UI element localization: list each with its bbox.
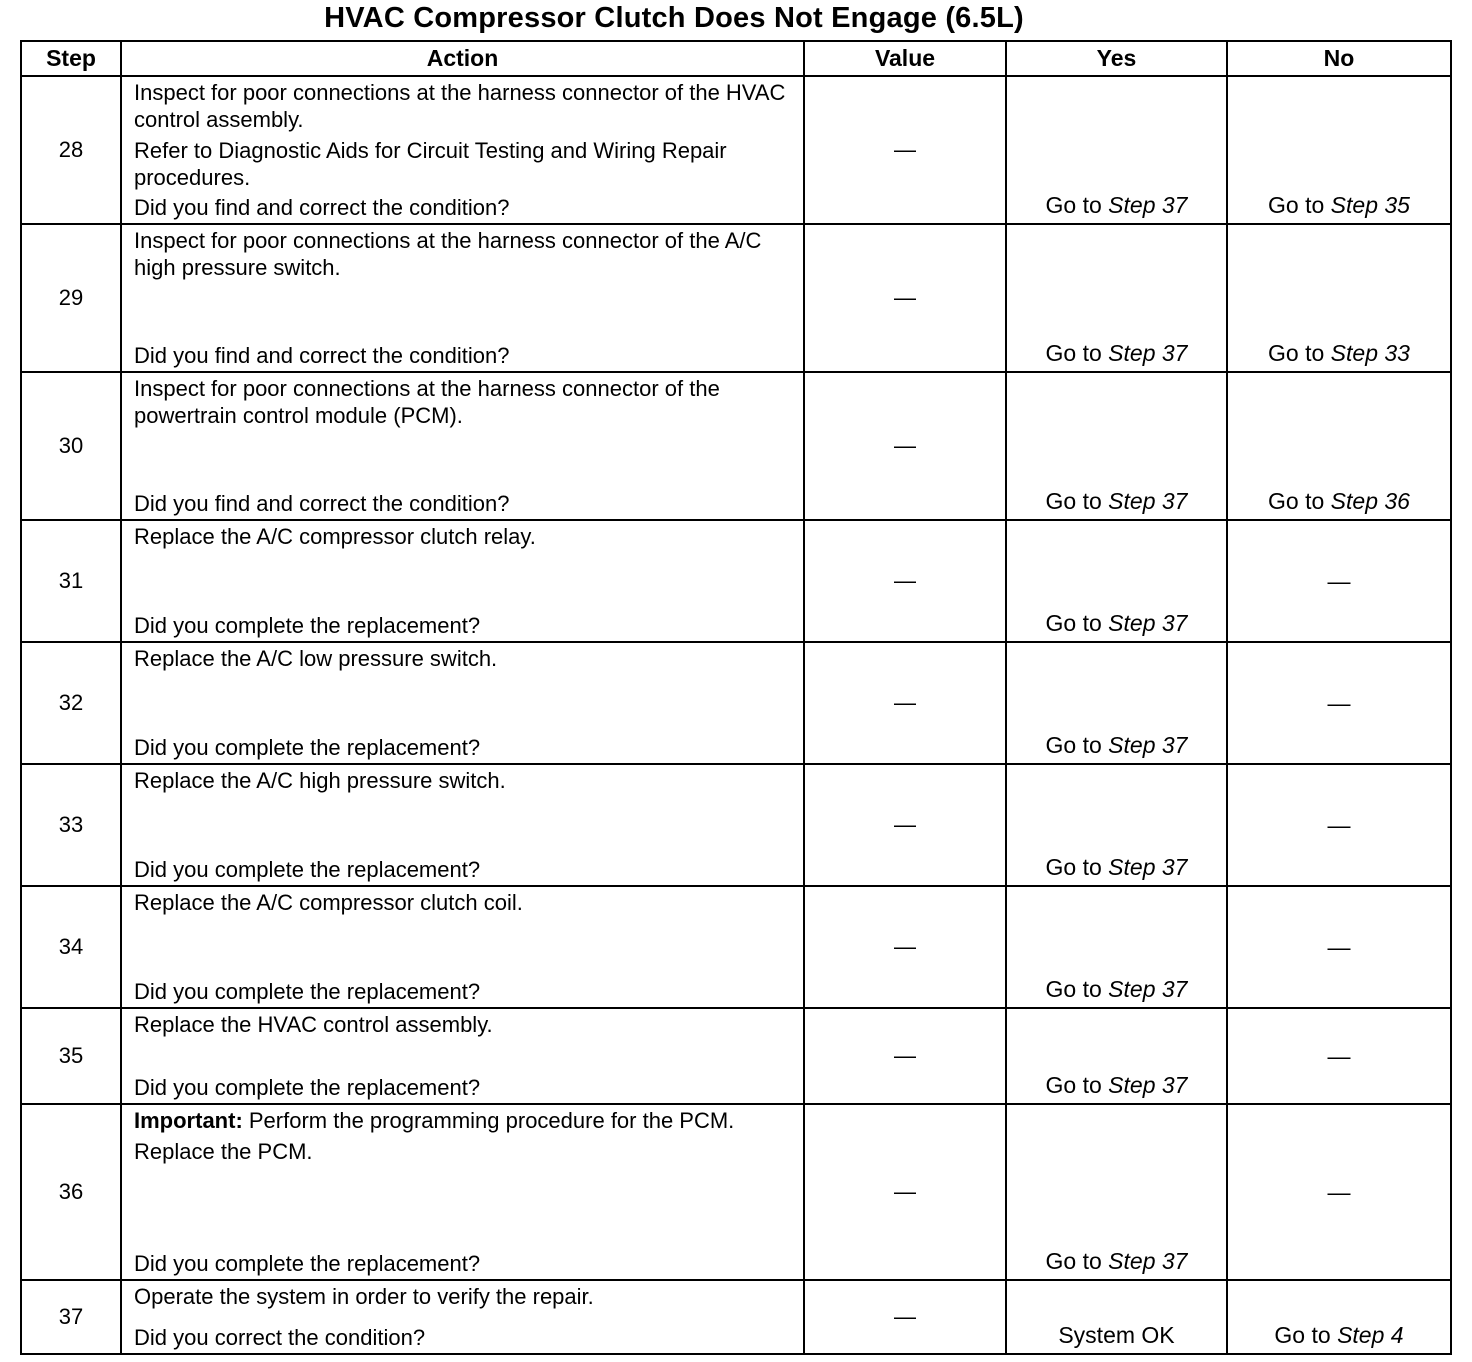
no-step-ref: Step 36 [1330,488,1410,514]
no-cell [1227,76,1451,224]
yes-step-ref: Step 37 [1108,340,1188,366]
no-text: — [1327,1043,1351,1069]
yes-prefix: Go to [1045,732,1109,758]
action-line: Replace the HVAC control assembly. [134,1012,493,1037]
header-no: No [1227,41,1451,76]
yes-text: System OK [1058,1322,1175,1348]
value-cell: — [804,886,1006,1008]
action-lines [134,767,791,794]
no-cell [1227,520,1451,642]
no-cell [1227,1280,1451,1354]
action-cell [121,642,804,764]
action-line: Replace the PCM. [134,1139,313,1164]
yes-prefix: Go to [1045,610,1109,636]
action-line: Replace the A/C compressor clutch relay. [134,524,536,549]
value-cell: — [804,520,1006,642]
yes-cell [1006,372,1227,520]
action-question: Did you correct the condition? [134,1325,426,1350]
step-number: 33 [21,764,121,886]
yes-step-ref: Step 37 [1108,732,1188,758]
yes-step-ref: Step 37 [1108,488,1188,514]
no-prefix: Go to [1268,340,1331,366]
step-number: 36 [21,1104,121,1280]
no-text: — [1327,568,1351,594]
important-label: Important: [134,1108,243,1133]
important-note [134,1107,791,1134]
action-cell [121,1280,804,1354]
yes-step-ref: Step 37 [1108,854,1188,880]
no-cell [1227,372,1451,520]
yes-cell [1006,224,1227,372]
action-cell [121,764,804,886]
action-line: Refer to Diagnostic Aids for Circuit Testing and Wiring Repair procedures. [134,138,727,190]
action-question: Did you complete the replacement? [134,1251,481,1276]
value-cell: — [804,224,1006,372]
table-row [21,372,1451,520]
yes-prefix: Go to [1045,340,1109,366]
step-number: 32 [21,642,121,764]
yes-cell [1006,764,1227,886]
no-prefix: Go to [1268,192,1331,218]
table-row [21,224,1451,372]
action-question: Did you complete the replacement? [134,613,481,638]
value-cell: — [804,76,1006,224]
action-lines [134,889,791,916]
yes-prefix: Go to [1045,1248,1109,1274]
no-step-ref: Step 4 [1337,1322,1404,1348]
action-cell [121,1104,804,1280]
no-prefix: Go to [1268,488,1331,514]
no-cell [1227,886,1451,1008]
action-line: Replace the A/C high pressure switch. [134,768,506,793]
page-title: HVAC Compressor Clutch Does Not Engage (6.5L) [324,2,1024,34]
yes-cell [1006,1104,1227,1280]
yes-step-ref: Step 37 [1108,610,1188,636]
action-lines [134,523,791,550]
table-row [21,1008,1451,1104]
action-line: Replace the A/C compressor clutch coil. [134,890,523,915]
action-question: Did you complete the replacement? [134,735,481,760]
header-action: Action [121,41,804,76]
value-cell: — [804,642,1006,764]
step-number: 28 [21,76,121,224]
no-text: — [1327,1179,1351,1205]
no-text: — [1327,690,1351,716]
yes-step-ref: Step 37 [1108,976,1188,1002]
table-row [21,886,1451,1008]
table-row [21,764,1451,886]
action-lines [134,645,791,672]
action-line: Operate the system in order to verify the repair. [134,1284,594,1309]
yes-cell [1006,1008,1227,1104]
yes-prefix: Go to [1045,976,1109,1002]
value-cell: — [804,372,1006,520]
action-line: Replace the A/C low pressure switch. [134,646,498,671]
action-lines [134,375,791,429]
step-number: 37 [21,1280,121,1354]
action-cell [121,520,804,642]
step-number: 34 [21,886,121,1008]
value-cell: — [804,1280,1006,1354]
yes-cell [1006,1280,1227,1354]
table-body [21,76,1451,1354]
no-step-ref: Step 35 [1330,192,1410,218]
no-text: — [1327,934,1351,960]
yes-prefix: Go to [1045,488,1109,514]
no-text: — [1327,812,1351,838]
action-cell [121,886,804,1008]
table-row [21,642,1451,764]
yes-prefix: Go to [1045,854,1109,880]
action-question: Did you complete the replacement? [134,1075,481,1100]
action-cell [121,372,804,520]
table-row [21,1280,1451,1354]
no-cell [1227,642,1451,764]
action-lines [134,1011,791,1038]
action-question: Did you find and correct the condition? [134,491,510,516]
action-lines [134,1107,791,1165]
no-step-ref: Step 33 [1330,340,1410,366]
table-row [21,1104,1451,1280]
no-cell [1227,764,1451,886]
table-row [21,76,1451,224]
action-question: Did you find and correct the condition? [134,343,510,368]
yes-step-ref: Step 37 [1108,192,1188,218]
header-value: Value [804,41,1006,76]
action-line: Inspect for poor connections at the harness connector of the HVAC control assembly. [134,80,786,132]
action-question: Did you complete the replacement? [134,979,481,1004]
no-cell [1227,224,1451,372]
step-number: 35 [21,1008,121,1104]
header-yes: Yes [1006,41,1227,76]
diagnostic-table [20,40,1452,1355]
no-prefix: Go to [1274,1322,1338,1348]
yes-prefix: Go to [1045,1072,1109,1098]
action-line: Inspect for poor connections at the harness connector of the powertrain control module (PCM). [134,376,720,428]
action-lines [134,79,791,191]
no-cell [1227,1104,1451,1280]
yes-step-ref: Step 37 [1108,1248,1188,1274]
action-cell [121,224,804,372]
important-text: Perform the programming procedure for the PCM. [242,1108,735,1133]
action-question: Did you complete the replacement? [134,857,481,882]
action-line: Inspect for poor connections at the harness connector of the A/C high pressure switch. [134,228,762,280]
header-row [21,41,1451,76]
action-lines [134,227,791,281]
yes-prefix: Go to [1045,192,1109,218]
value-cell: — [804,1008,1006,1104]
yes-cell [1006,886,1227,1008]
value-cell: — [804,1104,1006,1280]
no-cell [1227,1008,1451,1104]
action-cell [121,76,804,224]
yes-cell [1006,76,1227,224]
header-step: Step [21,41,121,76]
yes-cell [1006,520,1227,642]
table-row [21,520,1451,642]
action-lines [134,1283,791,1310]
action-cell [121,1008,804,1104]
yes-step-ref: Step 37 [1108,1072,1188,1098]
yes-cell [1006,642,1227,764]
value-cell: — [804,764,1006,886]
action-question: Did you find and correct the condition? [134,195,510,220]
step-number: 30 [21,372,121,520]
step-number: 31 [21,520,121,642]
step-number: 29 [21,224,121,372]
